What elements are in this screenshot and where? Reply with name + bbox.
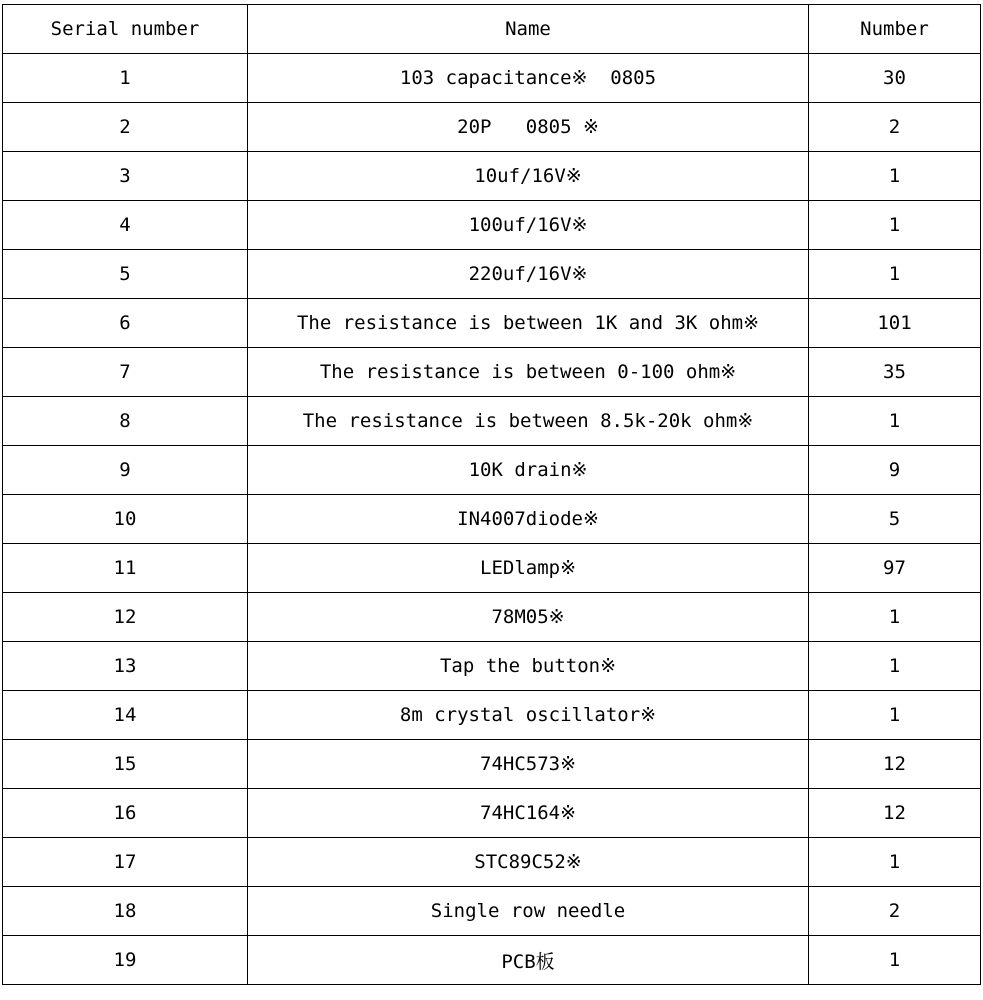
parts-table: [2, 4, 981, 985]
cell-name: 78M05※: [248, 593, 809, 642]
cell-number: 1: [809, 397, 981, 446]
cell-name: 100uf/16V※: [248, 201, 809, 250]
cell-number: 5: [809, 495, 981, 544]
cell-number: 12: [809, 740, 981, 789]
cell-serial: 4: [3, 201, 248, 250]
cell-number: 1: [809, 642, 981, 691]
cell-name: LEDlamp※: [248, 544, 809, 593]
cell-name: PCB板: [248, 936, 809, 985]
cell-name: The resistance is between 8.5k-20k ohm※: [248, 397, 809, 446]
cell-serial: 1: [3, 54, 248, 103]
cell-name: 10uf/16V※: [248, 152, 809, 201]
cell-number: 1: [809, 152, 981, 201]
table-body: [3, 54, 981, 985]
cell-number: 35: [809, 348, 981, 397]
table-row: [3, 789, 981, 838]
cell-serial: 16: [3, 789, 248, 838]
cell-name: The resistance is between 1K and 3K ohm※: [248, 299, 809, 348]
cell-serial: 18: [3, 887, 248, 936]
cell-number: 1: [809, 593, 981, 642]
cell-number: 2: [809, 103, 981, 152]
cell-name: IN4007diode※: [248, 495, 809, 544]
cell-number: 1: [809, 201, 981, 250]
cell-serial: 5: [3, 250, 248, 299]
cell-number: 1: [809, 250, 981, 299]
table-row: [3, 103, 981, 152]
cell-number: 30: [809, 54, 981, 103]
table-row: [3, 348, 981, 397]
cell-serial: 17: [3, 838, 248, 887]
cell-name: Tap the button※: [248, 642, 809, 691]
cell-serial: 3: [3, 152, 248, 201]
table-row: [3, 887, 981, 936]
table-row: [3, 299, 981, 348]
table-row: [3, 397, 981, 446]
cell-serial: 11: [3, 544, 248, 593]
table-row: [3, 152, 981, 201]
cell-serial: 15: [3, 740, 248, 789]
table-row: [3, 936, 981, 985]
cell-serial: 13: [3, 642, 248, 691]
cell-name: 74HC164※: [248, 789, 809, 838]
cell-name: 220uf/16V※: [248, 250, 809, 299]
cell-name: Single row needle: [248, 887, 809, 936]
table-row: [3, 642, 981, 691]
cell-serial: 2: [3, 103, 248, 152]
cell-name: 8m crystal oscillator※: [248, 691, 809, 740]
cell-serial: 10: [3, 495, 248, 544]
cell-number: 12: [809, 789, 981, 838]
table-row: [3, 54, 981, 103]
header-serial-number: Serial number: [3, 5, 248, 54]
header-name: Name: [248, 5, 809, 54]
cell-number: 1: [809, 936, 981, 985]
table-header-row: [3, 5, 981, 54]
cell-serial: 8: [3, 397, 248, 446]
table-row: [3, 250, 981, 299]
table-row: [3, 544, 981, 593]
cell-number: 97: [809, 544, 981, 593]
cell-name: 74HC573※: [248, 740, 809, 789]
table-row: [3, 593, 981, 642]
cell-number: 2: [809, 887, 981, 936]
table-row: [3, 838, 981, 887]
cell-serial: 19: [3, 936, 248, 985]
cell-serial: 6: [3, 299, 248, 348]
cell-name: 103 capacitance※ 0805: [248, 54, 809, 103]
cell-number: 1: [809, 838, 981, 887]
table-row: [3, 446, 981, 495]
table-row: [3, 740, 981, 789]
cell-name: 10K drain※: [248, 446, 809, 495]
cell-number: 101: [809, 299, 981, 348]
table-row: [3, 691, 981, 740]
header-number: Number: [809, 5, 981, 54]
table-row: [3, 201, 981, 250]
cell-serial: 9: [3, 446, 248, 495]
cell-serial: 7: [3, 348, 248, 397]
cell-serial: 14: [3, 691, 248, 740]
cell-number: 9: [809, 446, 981, 495]
cell-name: STC89C52※: [248, 838, 809, 887]
cell-number: 1: [809, 691, 981, 740]
cell-name: The resistance is between 0-100 ohm※: [248, 348, 809, 397]
cell-name: 20P 0805 ※: [248, 103, 809, 152]
cell-serial: 12: [3, 593, 248, 642]
table-row: [3, 495, 981, 544]
